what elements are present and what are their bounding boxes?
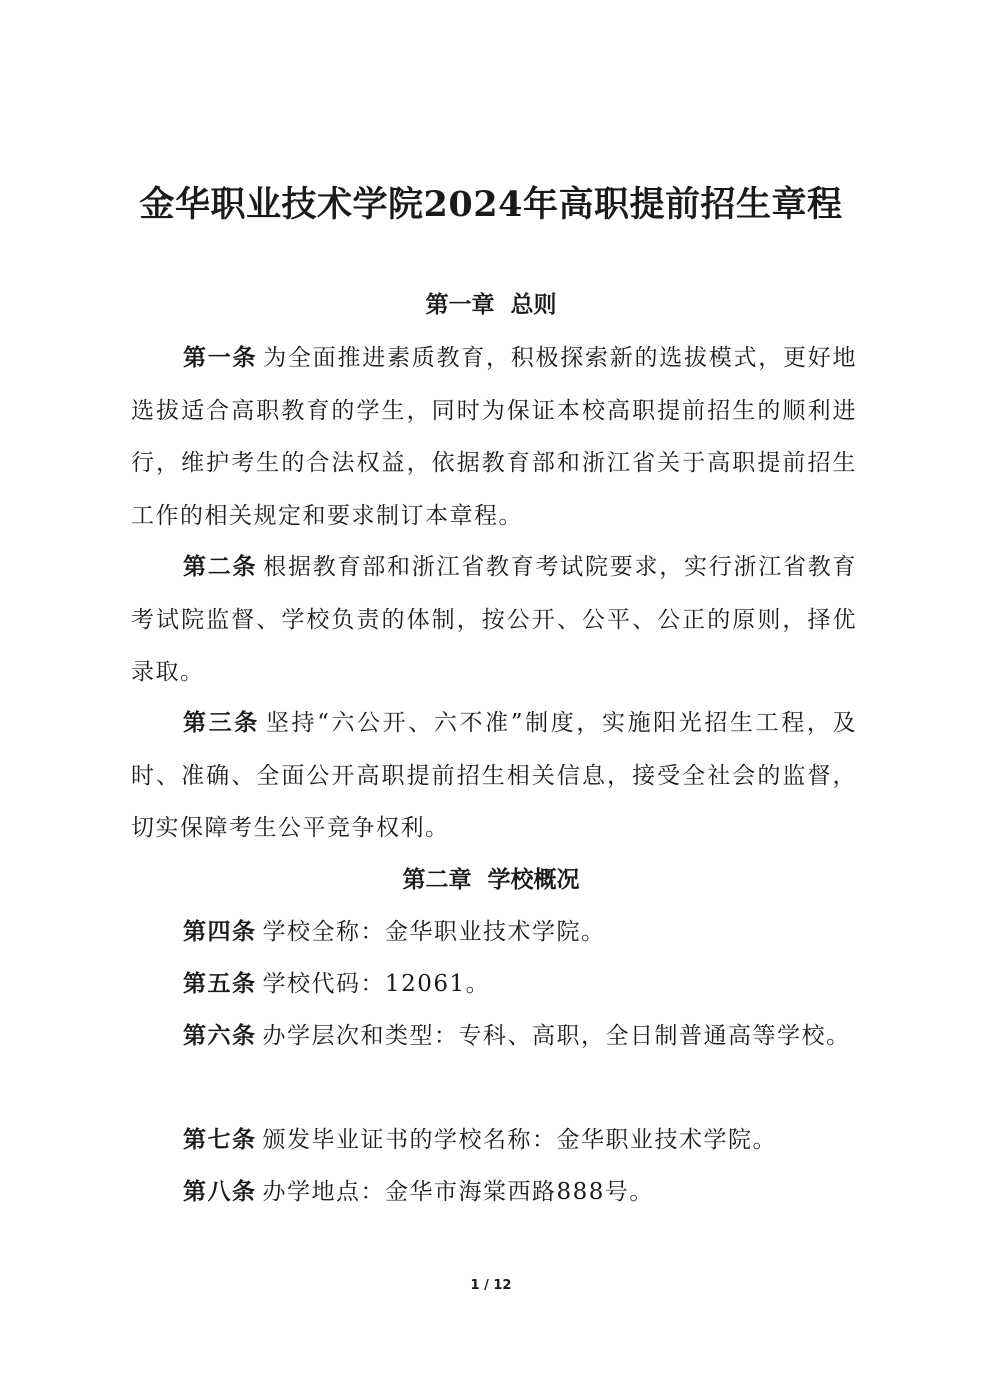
article-number: 第二条: [183, 553, 258, 580]
article-text: 坚持“六公开、六不准”制度，实施阳光招生工程，及时、准确、全面公开高职提前招生相关信息，接受全社会的监督，切实保障考生公平竞争权利。: [131, 710, 857, 841]
article-number: 第三条: [183, 709, 260, 736]
article-number: 第七条: [183, 1126, 257, 1153]
article-6: [131, 1010, 857, 1063]
article-text: 办学地点：金华市海棠西路888号。: [262, 1179, 654, 1205]
article-3: [131, 697, 857, 855]
article-text: 学校代码：12061。: [262, 971, 491, 997]
article-text: 为全面推进素质教育，积极探索新的选拔模式，更好地选拔适合高职教育的学生，同时为保证本校高职提前招生的顺利进行，维护考生的合法权益，依据教育部和浙江省关于高职提前招生工作的相关规定和要求制订本章程。: [131, 345, 857, 529]
article-2: [131, 541, 857, 699]
article-text: 学校全称：金华职业技术学院。: [262, 919, 606, 945]
article-number: 第一条: [183, 344, 258, 371]
article-7: [131, 1114, 857, 1167]
chapter-heading-2: 第二章 学校概况: [402, 866, 580, 893]
document-title: 金华职业技术学院2024年高职提前招生章程: [139, 184, 843, 225]
article-4: [131, 906, 857, 959]
chapter-heading-1: 第一章 总则: [425, 291, 557, 318]
article-number: 第八条: [183, 1178, 257, 1205]
article-text: 根据教育部和浙江省教育考试院要求，实行浙江省教育考试院监督、学校负责的体制，按公开、公平、公正的原则，择优录取。: [131, 554, 857, 685]
article-text: 颁发毕业证书的学校名称：金华职业技术学院。: [262, 1127, 777, 1153]
article-text: 办学层次和类型：专科、高职，全日制普通高等学校。: [262, 1023, 851, 1049]
article-number: 第六条: [183, 1022, 257, 1049]
article-8: [131, 1166, 857, 1219]
page-number: 1 / 12: [470, 1278, 512, 1293]
article-1: [131, 332, 857, 542]
article-number: 第四条: [183, 918, 257, 945]
article-5: [131, 958, 857, 1011]
article-number: 第五条: [183, 970, 257, 997]
